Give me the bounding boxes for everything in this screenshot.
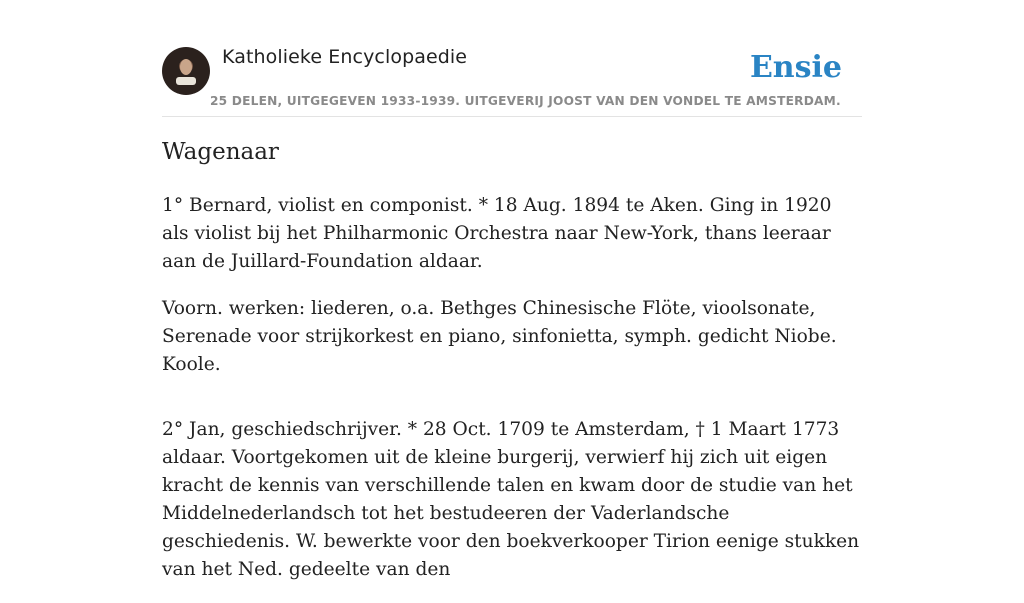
article-paragraph: Voorn. werken: liederen, o.a. Bethges Chinesische Flöte, vioolsonate, Serenade voor strijkorkest en piano, sinfonietta, symph. gedicht Niobe. Koole. <box>162 298 837 375</box>
brand-logo[interactable]: Ensie <box>749 50 842 85</box>
article-title: Wagenaar <box>162 139 279 165</box>
article-body <box>162 192 862 603</box>
avatar[interactable] <box>162 47 210 95</box>
site-header <box>162 40 862 117</box>
article-paragraph: 2° Jan, geschiedschrijver. * 28 Oct. 1709 te Amsterdam, † 1 Maart 1773 aldaar. Voortgekomen uit de kleine burgerij, verwierf hij zich uit eigen kracht de kennis van verschillende talen en kwam door de studie van het Middelnederlandsch tot het bestudeeren der Vaderlandsche geschiedenis. W. bewerkte voor den boekverkooper Tirion eenige stukken van het Ned. gedeelte van den <box>162 419 860 580</box>
portrait-collar <box>176 77 196 85</box>
site-subtitle: 25 DELEN, UITGEGEVEN 1933-1939. UITGEVERIJ JOOST VAN DEN VONDEL TE AMSTERDAM. <box>210 94 841 108</box>
site-title[interactable]: Katholieke Encyclopaedie <box>222 46 468 68</box>
portrait-face <box>180 59 192 75</box>
article-paragraph: 1° Bernard, violist en componist. * 18 Aug. 1894 te Aken. Ging in 1920 als violist bij het Philharmonic Orchestra naar New-York, thans leeraar aan de Juillard-Foundation aldaar. <box>162 195 832 272</box>
